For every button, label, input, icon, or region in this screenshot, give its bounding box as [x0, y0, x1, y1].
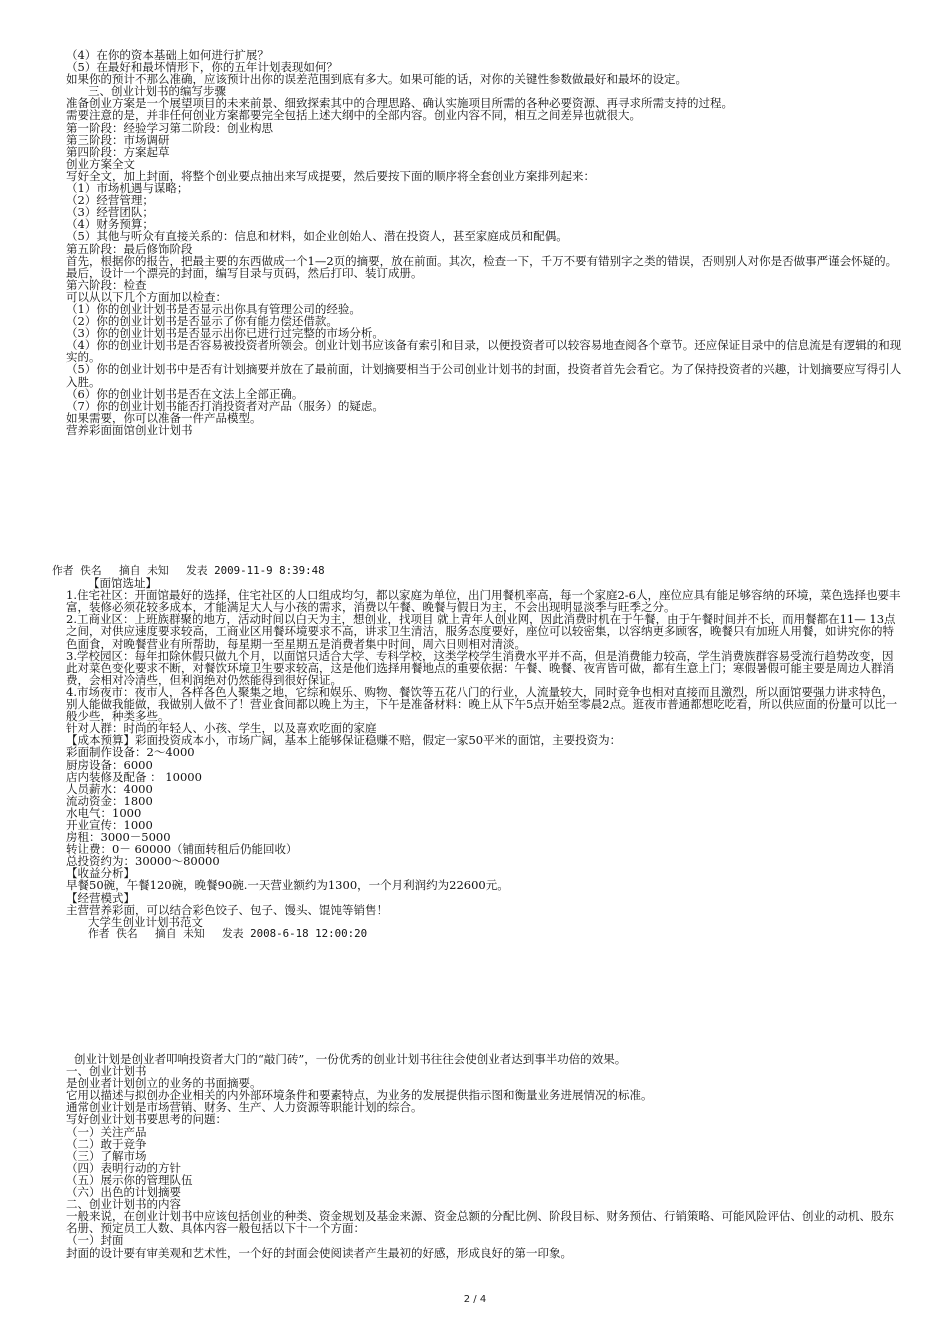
paragraph-line: 作者 佚名 摘自 未知 发表 2009-11-9 8:39:48	[52, 564, 325, 577]
paragraph-line: 第五阶段：最后修饰阶段	[66, 241, 193, 256]
paragraph-line: （6）你的创业计划书是否在文法上全部正确。	[66, 386, 304, 401]
paragraph-line: 主营营养彩面，可以结合彩色饺子、包子、馒头、馄饨等销售！	[66, 902, 388, 917]
paragraph-line: 第一阶段：经验学习第二阶段：创业构思	[66, 120, 273, 135]
paragraph-line: 3.学校园区：每年扣除休假只做九个月，以面馆只适合大学、专科学校，这类学校学生消费水平并不高，但是消费能力较高，学生消费族群容易受流行趋势改变，因此对菜色变化要求不断，对餐饮环境卫生要求较高，这是他们选择用餐地点的重要依据：午餐、晚餐、夜宵皆可做，都有生意上门；寒假暑假可能主要是周边人群消费，会相对冷清些，但利润绝对仍然能得到很好保证。	[66, 648, 894, 687]
paragraph-line: 2.工商业区：上班族群聚的地方，活动时间以白天为主，想创业，找项目 就上青年人创业网，因此消费时机在于午餐，由于午餐时间并不长，而用餐都在11— 13点之间，对供应速度要求较高，工商业区用餐环境要求不高，讲求卫生清洁，服务态度要好，座位可以较密集，以容纳更多顾客，晚餐只有加班人用餐，如讲究你的特色面食，对晚餐营业有所帮助，每星期一至星期五是消费者集中时间，周六日则相对清淡。	[66, 612, 896, 651]
paragraph-line: 【经营模式】	[66, 890, 135, 905]
paragraph-line: 写好全文，加上封面，将整个创业要点抽出来写成提要，然后要按下面的顺序将全套创业方案排列起来：	[66, 168, 595, 183]
paragraph-line: 通常创业计划是市场营销、财务、生产、人力资源等职能计划的综合。	[66, 1100, 423, 1115]
paragraph-line: 三、创业计划书的编写步骤	[88, 84, 226, 99]
paragraph-line: （一）关注产品	[66, 1124, 147, 1139]
paragraph-line: 二、创业计划书的内容	[66, 1197, 181, 1212]
section-student-plan-essay	[52, 1053, 904, 1259]
paragraph-line: 开业宣传：1000	[66, 817, 153, 832]
paragraph-line: （四）表明行动的方针	[66, 1160, 181, 1175]
paragraph-line: 需要注意的是，并非任何创业方案都要完全包括上述大纲中的全部内容。创业内容不同，相互之间差异也就很大。	[66, 108, 641, 123]
paragraph-line: 首先，根据你的报告，把最主要的东西做成一个1—2页的摘要，放在前面。其次，检查一下，千万不要有错别字之类的错误，否则别人对你是否做事严谨会怀疑的。最后，设计一个漂亮的封面，编写目录与页码，然后打印、装订成册。	[66, 253, 898, 280]
paragraph-line: （五）展示你的管理队伍	[66, 1172, 193, 1187]
paragraph-line: （7）你的创业计划书能否打消投资者对产品（服务）的疑虑。	[66, 398, 384, 413]
paragraph-line: （三）了解市场	[66, 1148, 147, 1163]
paragraph-line: 【成本预算】彩面投资成本小，市场广阔，基本上能够保证稳赚不赔，假定一家50平米的面馆，主要投资为：	[66, 733, 622, 748]
section-startup-plan-steps	[52, 49, 904, 436]
paragraph-line: 封面的设计要有审美观和艺术性，一个好的封面会使阅读者产生最初的好感，形成良好的第一印象。	[66, 1245, 572, 1260]
paragraph-line: 店内装修及配备 ： 10000	[66, 769, 202, 784]
paragraph-line: 它用以描述与拟创办企业相关的内外部环境条件和要素特点，为业务的发展提供指示图和衡量业务进展情况的标准。	[66, 1088, 653, 1103]
paragraph-line: 是创业者计划创立的业务的书面摘要。	[66, 1076, 262, 1091]
paragraph-line: （二）敢于竞争	[66, 1136, 147, 1151]
paragraph-line: 针对人群：时尚的年轻人、小孩、学生，以及喜欢吃面的家庭	[66, 721, 377, 736]
paragraph-line: 【收益分析】	[66, 866, 135, 881]
paragraph-line: （5）其他与听众有直接关系的：信息和材料，如企业创始人、潜在投资人，甚至家庭成员和配偶。	[66, 229, 568, 244]
paragraph-line: 如果你的预计不那么准确，应该预计出你的误差范围到底有多大。如果可能的话，对你的关键性参数做最好和最坏的设定。	[66, 72, 687, 87]
paragraph-line: （5）在最好和最坏情形下，你的五年计划表现如何？	[66, 60, 338, 75]
section-noodle-shop-plan	[52, 565, 904, 940]
paragraph-line: 彩面制作设备：2～4000	[66, 745, 195, 760]
paragraph-line: 4.市场夜市：夜市人，各样各色人聚集之地，它综和娱乐、购物、餐饮等五花八门的行业，人流量较大，同时竞争也相对直接而且激烈，所以面馆要强力讲求特色，别人能做我能做，我做别人做不了！营业食间都以晚上为主，下午是准备材料：晚上从下午5点开始至零晨2点。逛夜市普通都想吃吃看，所以供应面的份量可以比一般少些，种类多些。	[66, 684, 898, 724]
paragraph-line: 早餐50碗，午餐120碗，晚餐90碗.一天营业额约为1300，一个月利润约为22600元。	[66, 878, 509, 893]
paragraph-line: （3）你的创业计划书是否显示出你已进行过完整的市场分析。	[66, 326, 384, 341]
paragraph-line: 水电气：1000	[66, 805, 142, 820]
paragraph-line: 第四阶段：方案起草	[66, 144, 170, 159]
paragraph-line: （1）市场机遇与谋略；	[66, 181, 189, 196]
paragraph-line: 创业方案全文	[66, 156, 135, 171]
paragraph-line: 【面馆选址】	[88, 576, 157, 591]
paragraph-line: 可以从以下几个方面加以检查：	[66, 289, 227, 304]
paragraph-line: 一般来说，在创业计划书中应该包括创业的种类、资金规划及基金来源、资金总额的分配比例、阶段目标、财务预估、行销策略、可能风险评估、创业的动机、股东名册、预定员工人数、具体内容一般包括以下十一个方面：	[66, 1209, 894, 1236]
paragraph-line: 流动资金：1800	[66, 793, 153, 808]
paragraph-line: （4）你的创业计划书是否容易被投资者所领会。创业计划书应该备有索引和目录，以便投资者可以较容易地查阅各个章节。还应保证目录中的信息流是有逻辑的和现实的。	[66, 338, 902, 365]
paragraph-line: （4）在你的资本基础上如何进行扩展？	[66, 48, 269, 62]
paragraph-line: 转让费：0－ 60000（铺面转租后仍能回收）	[66, 842, 298, 857]
paragraph-line: （3）经营团队；	[66, 205, 154, 220]
paragraph-line: （5）你的创业计划书中是否有计划摘要并放在了最前面，计划摘要相当于公司创业计划书的封面，投资者首先会看它。为了保持投资者的兴趣，计划摘要应写得引人入胜。	[66, 362, 902, 389]
paragraph-line: 大学生创业计划书范文	[88, 914, 203, 929]
paragraph-line: 人员薪水：4000	[66, 781, 153, 796]
paragraph-line: 营养彩面面馆创业计划书	[66, 422, 193, 437]
paragraph-line: （六）出色的计划摘要	[66, 1185, 181, 1200]
paragraph-line: 作者 佚名 摘自 未知 发表 2008-6-18 12:00:20	[88, 926, 368, 940]
page-number: 2 / 4	[463, 1294, 487, 1305]
paragraph-line: （1）你的创业计划书是否显示出你具有管理公司的经验。	[66, 301, 361, 316]
paragraph-line: （4）财务预算；	[66, 217, 154, 232]
paragraph-line: 一、创业计划书	[66, 1064, 147, 1079]
paragraph-line: （2）经营管理；	[66, 193, 154, 208]
paragraph-line: 第三阶段：市场调研	[66, 132, 170, 147]
paragraph-line: （一）封面	[66, 1233, 124, 1248]
paragraph-line: 房租：3000－5000	[66, 830, 171, 845]
paragraph-line: 总投资约为：30000～80000	[66, 854, 220, 869]
paragraph-line: 1.住宅社区：开面馆最好的选择，住宅社区的人口组成均匀，都以家庭为单位，出门用餐机率高，每一个家庭2-6人，座位应具有能足够容纳的环境，菜色选择也要丰富，装修必须花较多成本，才能满足大人与小孩的需求，消费以午餐、晚餐与假日为主，不会出现明显淡季与旺季之分。	[66, 588, 901, 615]
paragraph-line: 如果需要，你可以准备一件产品模型。	[66, 410, 262, 425]
paragraph-line: 准备创业方案是一个展望项目的未来前景、细致探索其中的合理思路、确认实施项目所需的各种必要资源、再寻求所需支持的过程。	[66, 96, 733, 111]
paragraph-line: 写好创业计划书要思考的问题：	[66, 1112, 227, 1127]
paragraph-line: 创业计划是创业者叩响投资者大门的“敲门砖”，一份优秀的创业计划书往往会使创业者达到事半功倍的效果。	[74, 1052, 627, 1066]
paragraph-line: 第六阶段：检查	[66, 277, 147, 292]
paragraph-line: 厨房设备：6000	[66, 757, 153, 772]
paragraph-line: （2）你的创业计划书是否显示了你有能力偿还借款。	[66, 314, 338, 329]
